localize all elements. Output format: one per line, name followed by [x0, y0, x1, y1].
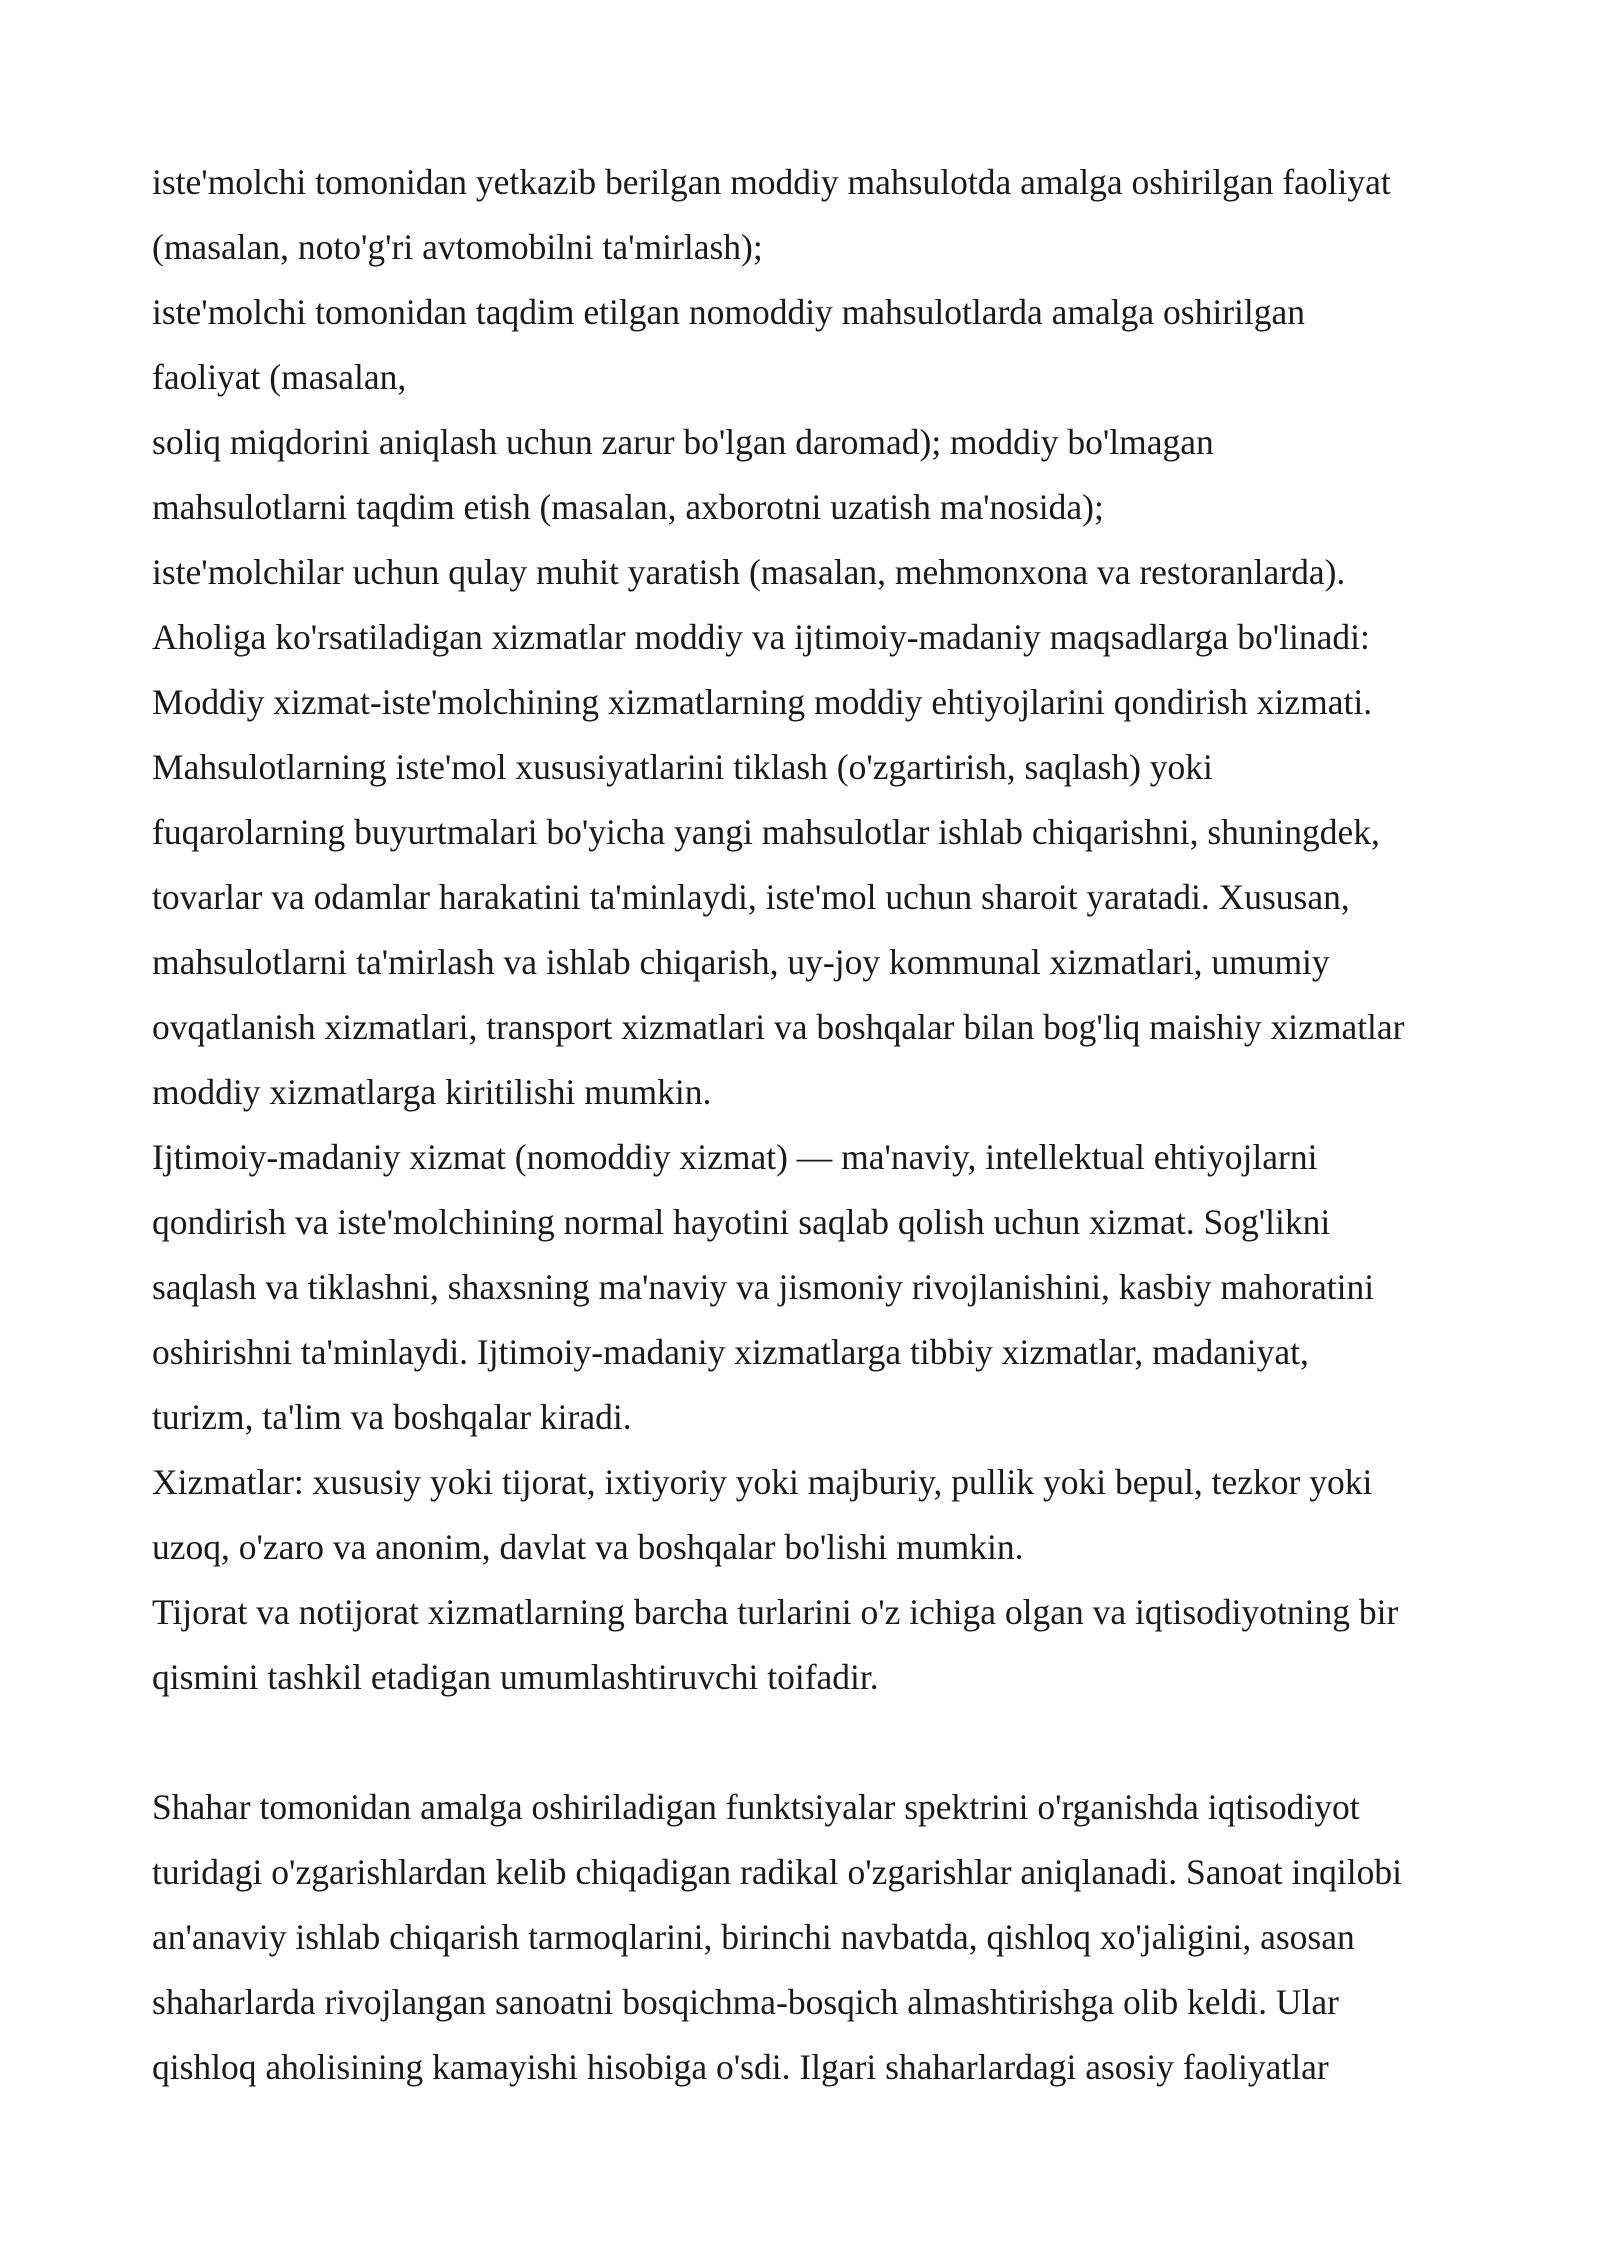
text-line: qondirish va iste'molchining normal hayotini saqlab qolish uchun xizmat. Sog'likni	[152, 1202, 1331, 1242]
text-line: iste'molchi tomonidan yetkazib berilgan moddiy mahsulotda amalga oshirilgan faoliyat	[152, 162, 1391, 202]
text-line: soliq miqdorini aniqlash uchun zarur bo'lgan daromad); moddiy bo'lmagan	[152, 422, 1214, 462]
text-line: Xizmatlar: xususiy yoki tijorat, ixtiyoriy yoki majburiy, pullik yoki bepul, tezkor yoki	[152, 1462, 1373, 1502]
text-line: turidagi o'zgarishlardan kelib chiqadigan radikal o'zgarishlar aniqlanadi. Sanoat inqilobi	[152, 1852, 1402, 1892]
text-line: mahsulotlarni ta'mirlash va ishlab chiqarish, uy-joy kommunal xizmatlari, umumiy	[152, 942, 1330, 982]
text-line: saqlash va tiklashni, shaxsning ma'naviy va jismoniy rivojlanishini, kasbiy mahoratini	[152, 1267, 1375, 1307]
text-line: Tijorat va notijorat xizmatlarning barcha turlarini o'z ichiga olgan va iqtisodiyotning bir	[152, 1592, 1399, 1632]
text-line: Mahsulotlarning iste'mol xususiyatlarini tiklash (o'zgartirish, saqlash) yoki	[152, 747, 1213, 787]
text-line: mahsulotlarni taqdim etish (masalan, axborotni uzatish ma'nosida);	[152, 487, 1104, 527]
paragraph-gap	[152, 1710, 1492, 1775]
text-line: Aholiga ko'rsatiladigan xizmatlar moddiy va ijtimoiy-madaniy maqsadlarga bo'linadi:	[152, 617, 1370, 657]
text-line: (masalan, noto'g'ri avtomobilni ta'mirlash);	[152, 227, 763, 267]
text-line: Moddiy xizmat-iste'molchining xizmatlarning moddiy ehtiyojlarini qondirish xizmati.	[152, 682, 1373, 722]
text-line: an'anaviy ishlab chiqarish tarmoqlarini, birinchi navbatda, qishloq xo'jaligini, asosan	[152, 1917, 1355, 1957]
text-line: oshirishni ta'minlaydi. Ijtimoiy-madaniy xizmatlarga tibbiy xizmatlar, madaniyat,	[152, 1332, 1309, 1372]
text-line: Ijtimoiy-madaniy xizmat (nomoddiy xizmat) — ma'naviy, intellektual ehtiyojlarni	[152, 1137, 1318, 1177]
text-line: moddiy xizmatlarga kiritilishi mumkin.	[152, 1072, 712, 1112]
text-line: qismini tashkil etadigan umumlashtiruvchi toifadir.	[152, 1657, 879, 1697]
text-line: fuqarolarning buyurtmalari bo'yicha yangi mahsulotlar ishlab chiqarishni, shuningdek,	[152, 812, 1380, 852]
text-line: tovarlar va odamlar harakatini ta'minlaydi, iste'mol uchun sharoit yaratadi. Xususan,	[152, 877, 1350, 917]
text-line: qishloq aholisining kamayishi hisobiga o'sdi. Ilgari shaharlardagi asosiy faoliyatlar	[152, 2047, 1329, 2087]
body-text	[152, 150, 1492, 2100]
text-line: ovqatlanish xizmatlari, transport xizmatlari va boshqalar bilan bog'liq maishiy xizmatlar	[152, 1007, 1405, 1047]
text-line: iste'molchilar uchun qulay muhit yaratish (masalan, mehmonxona va restoranlarda).	[152, 552, 1346, 592]
text-line: uzoq, o'zaro va anonim, davlat va boshqalar bo'lishi mumkin.	[152, 1527, 1024, 1567]
text-line: turizm, ta'lim va boshqalar kiradi.	[152, 1397, 632, 1437]
text-line: iste'molchi tomonidan taqdim etilgan nomoddiy mahsulotlarda amalga oshirilgan	[152, 292, 1306, 332]
text-line: faoliyat (masalan,	[152, 357, 407, 397]
text-line: shaharlarda rivojlangan sanoatni bosqichma-bosqich almashtirishga olib keldi. Ular	[152, 1982, 1339, 2022]
text-line: Shahar tomonidan amalga oshiriladigan funktsiyalar spektrini o'rganishda iqtisodiyot	[152, 1787, 1360, 1827]
